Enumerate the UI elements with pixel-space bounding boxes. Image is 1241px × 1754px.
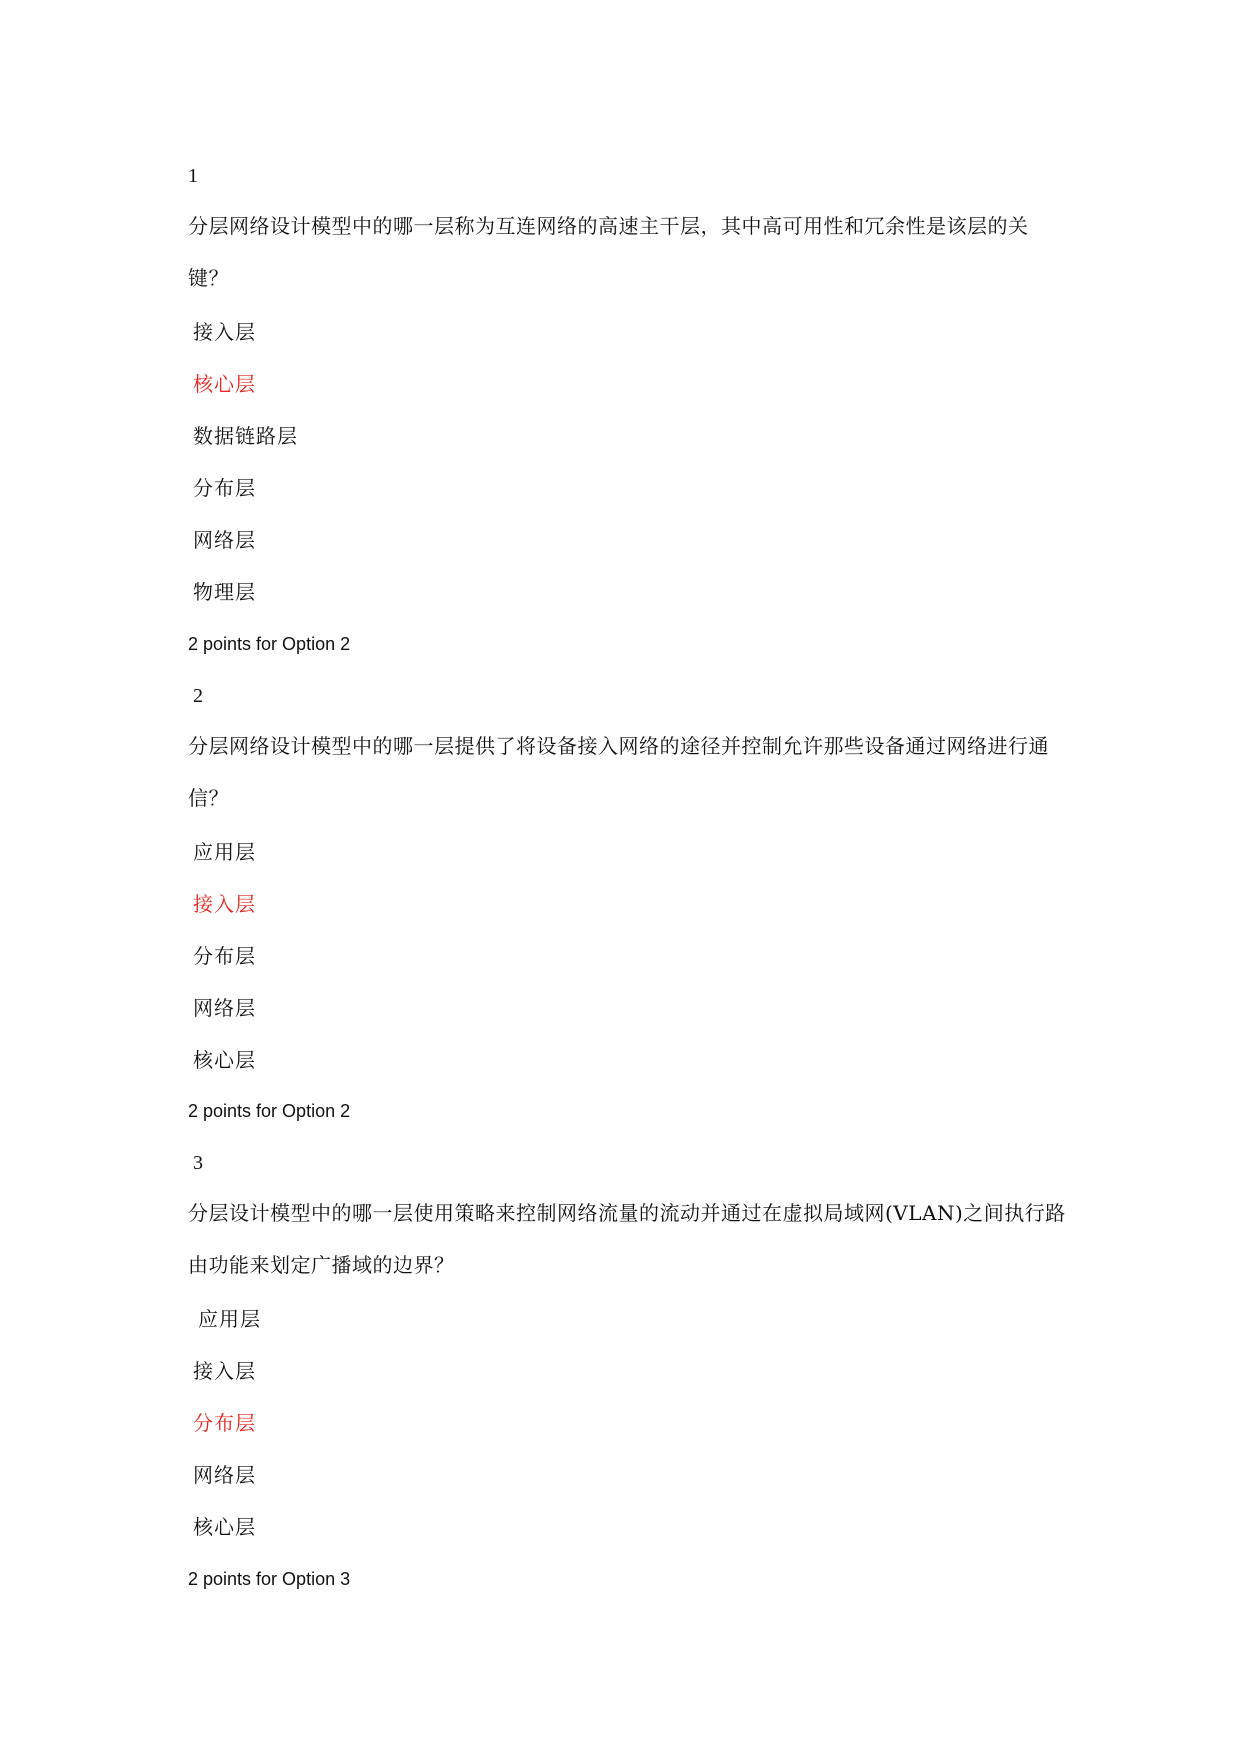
question-1-number: 1 [188, 165, 198, 187]
question-3-text: 分层设计模型中的哪一层使用策略来控制网络流量的流动并通过在虚拟局域网(VLAN)之间执行路由功能来划定广播域的边界？ [188, 1201, 1066, 1277]
question-3-option-4: 网络层 [193, 1463, 256, 1487]
question-1-option-6: 物理层 [193, 580, 256, 604]
question-2-option-3: 分布层 [193, 944, 256, 968]
question-3-points: 2 points for Option 3 [188, 1569, 351, 1589]
question-3-option-2: 接入层 [193, 1359, 256, 1383]
question-3-option-5: 核心层 [193, 1515, 256, 1539]
question-3-option-3-correct: 分布层 [193, 1411, 256, 1435]
question-2-option-5: 核心层 [193, 1048, 256, 1072]
question-2-points: 2 points for Option 2 [188, 1101, 351, 1121]
question-1-points: 2 points for Option 2 [188, 634, 351, 654]
question-3-option-1: 应用层 [198, 1307, 261, 1331]
question-2-option-1: 应用层 [193, 840, 256, 864]
question-2-text: 分层网络设计模型中的哪一层提供了将设备接入网络的途径并控制允许那些设备通过网络进行通信？ [188, 734, 1049, 810]
question-3-number: 3 [193, 1152, 203, 1174]
question-1-option-4: 分布层 [193, 476, 256, 500]
question-2-number: 2 [193, 685, 203, 707]
question-1-option-3: 数据链路层 [193, 424, 298, 448]
question-1-option-1: 接入层 [193, 320, 256, 344]
question-1-text: 分层网络设计模型中的哪一层称为互连网络的高速主干层，其中高可用性和冗余性是该层的关键？ [188, 214, 1029, 290]
question-1-option-2-correct: 核心层 [193, 372, 256, 396]
question-2-option-2-correct: 接入层 [193, 892, 256, 916]
question-2-option-4: 网络层 [193, 996, 256, 1020]
question-1-option-5: 网络层 [193, 528, 256, 552]
